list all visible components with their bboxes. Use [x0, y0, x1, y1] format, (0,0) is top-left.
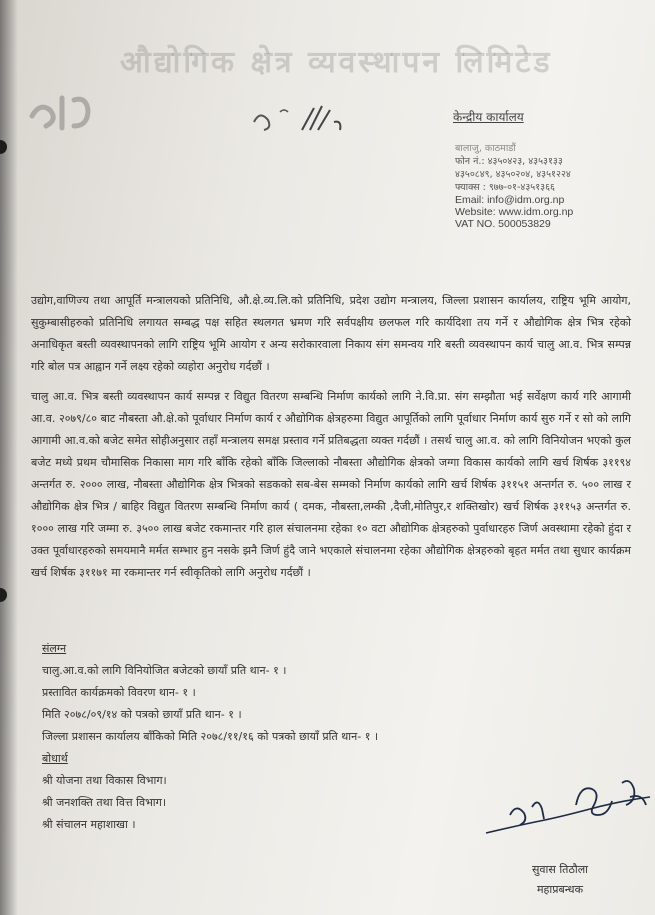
phone-2: ४३५०८४९, ४३५०२०४, ४३५१२२४ [455, 169, 571, 180]
attachment-item: मिति २०७८/०९/१४ को पत्रको छायाँ प्रति थान- १ । [42, 708, 242, 721]
website: Website: www.idm.org.np [455, 206, 574, 218]
page-shadow [0, 0, 18, 915]
cc-item: श्री संचालन महाशाखा । [42, 818, 136, 831]
contact-block [455, 142, 573, 230]
letterhead-title: औद्योगिक क्षेत्र व्यवस्थापन लिमिटेड [120, 45, 553, 80]
email: Email: info@idm.org.np [455, 194, 565, 206]
attachment-item: प्रस्तावित कार्यक्रमको विवरण थान- १ । [42, 686, 196, 699]
idm-logo-icon [22, 86, 112, 134]
cc-section [42, 748, 167, 836]
attachments-heading: संलग्न [42, 642, 67, 655]
signatory-name: सुवास तिठौला [532, 863, 588, 876]
department-label: केन्द्रीय कार्यालय [453, 110, 524, 124]
phone: फोन नं.: ४३५०४२३, ४३५३१३३ [455, 156, 563, 167]
signatory-title: महाप्रबन्धक [536, 883, 584, 896]
body-paragraph-1: उद्योग,वाणिज्य तथा आपूर्ति मन्त्रालयको प्रतिनिधि, औ.क्षे.व्य.लि.को प्रतिनिधि, प्रदेश उद्योग मन्त्रालय, जिल्ला प्रशासन कार्यालय, राष्ट्रिय भूमि आयोग, सुकुम्बासीहरुको प्रतिनिधि लगायत सम्बद्ध पक्ष सहित स्थलगत भ्रमण गरि सर्वपक्षीय छलफल गरि कार्यदिशा तय गर्ने र औद्योगिक क्षेत्र भित्र रहेको अनाधिकृत बस्ती व्यवस्थापनको लागि राष्ट्रिय भूमि आयोग र अन्य सरोकारवाला निकाय संग समन्वय गरि बस्ती व्यवस्थापन कार्य चालु आ.व. भित्र सम्पन्न गरि बोल पत्र आह्वान गर्ने लक्ष्य रहेको व्यहोरा अनुरोध गर्दछौं । [31, 294, 631, 373]
cc-item: श्री योजना तथा विकास विभाग। [42, 774, 167, 787]
signature-icon [480, 775, 655, 845]
attachments-section [42, 638, 378, 748]
signatory-block [532, 860, 588, 900]
body-paragraph-2: चालु आ.व. भित्र बस्ती व्यवस्थापन कार्य सम्पन्न र विद्युत वितरण सम्बन्धि निर्माण कार्यको लागि ने.वि.प्रा. संग सम्झौता भई सर्वेक्षण कार्य गरि आगामी आ.व. २०७९/८० बाट नौबस्ता औ.क्षे.को पूर्वाधार निर्माण कार्य र औद्योगिक क्षेत्रहरुमा विद्युत आपूर्तिको लागि पूर्वाधार निर्माण कार्य सुरु गर्ने र सो को लागि आगामी आ.व.को बजेट समेत सोहीअनुसार तहाँ मन्त्रालय समक्ष प्रस्ताव गर्ने प्रतिबद्धता व्यक्त गर्दछौं । तसर्थ चालु आ.व. को लागि विनियोजन भएको कुल बजेट मध्ये प्रथम चौमासिक निकासा माग गरि बाँकि रहेको बाँकि जिल्लाको नौबस्ता औद्योगिक क्षेत्रको जग्गा विकास कार्यको लागि खर्च शिर्षक ३११९४ अन्तर्गत रु. २००० लाख, नौबस्ता औद्योगिक क्षेत्र भित्रको सडकको सब-बेस सम्मको निर्माण कार्यको लागि खर्च शिर्षक ३११५१ अन्तर्गत रु. ५०० लाख र औद्योगिक क्षेत्र भित्र / बाहिर विद्युत वितरण सम्बन्धि निर्माण कार्य ( दमक, नौबस्ता,लम्की ,दैजी,मोतिपुर,र शक्तिखोर) खर्च शिर्षक ३११५३ अन्तर्गत रु. १००० लाख गरि जम्मा रु. ३५०० लाख बजेट रकमान्तर गरि हाल संचालनमा रहेका १० वटा औद्योगिक क्षेत्रहरुको पुर्वाधारहरु जिर्ण अवस्थामा रहेको हुंदा र उक्त पूर्वाधारहरुको समयमानै मर्मत सम्भार हुन नसके झनै जिर्ण हुंदै जाने भएकाले संचालनमा रहेका औद्योगिक क्षेत्रहरुको बृहत मर्मत तथा सुधार कार्यक्रम खर्च शिर्षक ३११७१ मा रकमान्तर गर्न स्वीकृतिको लागि अनुरोध गर्दछौं । [31, 390, 631, 579]
vat-number: VAT NO. 500053829 [455, 218, 551, 230]
cc-heading: बोधार्थ [42, 752, 68, 765]
date-handwriting-icon [250, 100, 370, 140]
attachment-item: जिल्ला प्रशासन कार्यालय बाँकिको मिति २०७८/११/१६ को पत्रको छायाँ प्रति थान- १ । [42, 730, 379, 743]
fax: फ्याक्स : ९७७-०१-४३५१३६६ [455, 182, 556, 193]
attachment-item: चालु.आ.व.को लागि विनियोजित बजेटको छायाँ प्रति थान- १ । [42, 664, 287, 677]
cc-item: श्री जनशक्ति तथा वित्त विभाग। [42, 796, 167, 809]
address: बालाजु, काठमाडौं [455, 143, 516, 154]
